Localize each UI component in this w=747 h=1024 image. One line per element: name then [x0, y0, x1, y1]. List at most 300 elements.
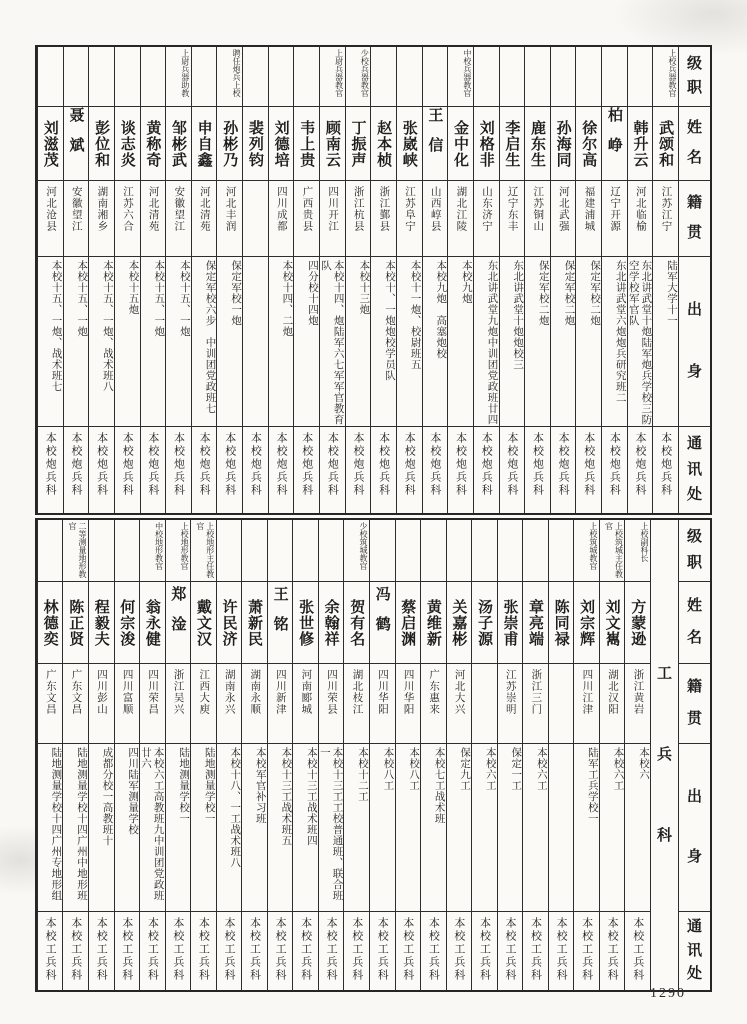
section-label: 工 兵 科 [650, 520, 678, 990]
name-cell: 顾南云 [320, 107, 345, 181]
person-column [267, 520, 293, 990]
native-place-cell: 湖北江陵 [448, 181, 473, 257]
native-place-cell: 安徽望江 [64, 181, 89, 257]
address-cell: 本校工兵科 [555, 917, 568, 982]
address-cell: 本校工兵科 [44, 917, 57, 982]
native-place-cell: 四川新津 [268, 664, 293, 744]
native-place-cell: 浙江三门 [523, 664, 548, 744]
address-cell: 本校炮兵科 [634, 432, 647, 497]
native-place-cell: 江苏江宁 [653, 181, 678, 257]
native-place-cell: 浙江吴兴 [166, 664, 191, 744]
origin-cell: 陆地测量学校一 [166, 744, 191, 912]
name-cell: 张世修 [293, 582, 318, 664]
name-cell: 武颂和 [653, 107, 678, 181]
person-column [575, 47, 601, 513]
origin-cell: 本校十五、一炮、战术班八 [89, 257, 114, 427]
address-cell: 本校炮兵科 [557, 432, 570, 497]
name-cell: 张崇甫 [498, 582, 523, 664]
person-column [548, 520, 574, 990]
rank-cell [628, 47, 653, 107]
person-column [422, 47, 448, 513]
field-label-3: 籍 贯 [679, 181, 710, 257]
address-cell: 本校炮兵科 [480, 432, 493, 497]
origin-cell: 本校九炮 高塞炮校 [423, 257, 448, 427]
address-cell: 本校炮兵科 [95, 432, 108, 497]
person-column [497, 520, 523, 990]
name-cell: 林德奕 [38, 582, 63, 664]
rank-cell: 上校副科长 [625, 520, 650, 582]
field-label-column [678, 520, 710, 990]
native-place-cell: 广东惠来 [421, 664, 446, 744]
name-cell: 陈正贤 [63, 582, 88, 664]
name-cell: 何宗浚 [115, 582, 140, 664]
person-column [37, 47, 63, 513]
person-column [420, 520, 446, 990]
origin-cell: 本校十五炮 [115, 257, 140, 427]
rank-cell [38, 520, 63, 582]
address-cell: 本校炮兵科 [121, 432, 134, 497]
person-column [190, 520, 216, 990]
origin-cell: 本校六工 [523, 744, 548, 912]
person-column [370, 47, 396, 513]
address-cell: 本校炮兵科 [44, 432, 57, 497]
rank-cell [243, 47, 268, 107]
native-place-cell: 广东文昌 [63, 664, 88, 744]
origin-cell: 本校十二工 [344, 744, 369, 912]
person-column [62, 520, 88, 990]
rank-cell [523, 520, 548, 582]
field-label-2: 姓 名 [679, 107, 710, 181]
native-place-cell: 四川彭山 [89, 664, 114, 744]
person-column [624, 520, 650, 990]
origin-cell: 保定军校二炮 [525, 257, 550, 427]
address-cell: 本校炮兵科 [223, 432, 236, 497]
name-cell: 裴列钧 [243, 107, 268, 181]
origin-cell: 本校六 [625, 744, 650, 912]
name-cell: 谈志炎 [115, 107, 140, 181]
field-label-1: 级 职 [679, 47, 710, 107]
origin-cell: 保定军校二炮 [551, 257, 576, 427]
rank-cell [115, 47, 140, 107]
native-place-cell: 江苏铜山 [525, 181, 550, 257]
native-place-cell: 河北大兴 [447, 664, 472, 744]
field-label-5: 通 讯 处 [686, 919, 702, 982]
native-place-cell: 安徽望江 [166, 181, 191, 257]
rank-cell [549, 520, 574, 582]
rank-cell [217, 520, 242, 582]
address-cell: 本校炮兵科 [428, 432, 441, 497]
native-place-cell [549, 664, 574, 744]
native-place-cell: 四川富顺 [115, 664, 140, 744]
native-place-cell: 江苏阜宁 [397, 181, 422, 257]
person-column [447, 47, 473, 513]
native-place-cell: 辽宁东丰 [500, 181, 525, 257]
name-cell: 金中化 [448, 107, 473, 181]
rank-cell [192, 47, 217, 107]
origin-cell: 本校六工 [600, 744, 625, 912]
origin-cell: 陆地测量学校十四广州中地形班 [63, 744, 88, 912]
address-cell: 本校工兵科 [69, 917, 82, 982]
origin-cell: 本校十三工工校普通班、联合班一 [319, 744, 344, 912]
name-cell: 聂斌 [64, 107, 89, 181]
native-place-cell: 浙江鄞县 [371, 181, 396, 257]
person-column [471, 520, 497, 990]
artillery-roster-table [35, 45, 712, 515]
native-place-cell: 湖北枝江 [344, 664, 369, 744]
person-column [165, 520, 191, 990]
rank-cell: 上校地形主任教官 [191, 520, 216, 582]
name-cell: 丁振声 [346, 107, 371, 181]
rank-cell [602, 47, 627, 107]
rank-cell [242, 520, 267, 582]
name-cell: 邹彬武 [166, 107, 191, 181]
person-column [191, 47, 217, 513]
origin-cell: 本校军官补习班 [242, 744, 267, 912]
person-column [140, 47, 166, 513]
rank-cell: 少校兵器教官 [346, 47, 371, 107]
name-cell: 蔡启渊 [396, 582, 421, 664]
person-column [293, 47, 319, 513]
native-place-cell: 河北临榆 [628, 181, 653, 257]
origin-cell: 本校八工 [370, 744, 395, 912]
person-column [114, 47, 140, 513]
field-label-4: 出 身 [679, 257, 710, 427]
native-place-cell: 山西崞县 [423, 181, 448, 257]
native-place-cell: 河北清苑 [141, 181, 166, 257]
name-cell: 余翰祥 [319, 582, 344, 664]
person-column [292, 520, 318, 990]
origin-cell: 保定一工 [498, 744, 523, 912]
name-cell: 萧新民 [242, 582, 267, 664]
rank-cell [472, 520, 497, 582]
rank-cell [576, 47, 601, 107]
native-place-cell: 河北清苑 [192, 181, 217, 257]
person-column [396, 47, 422, 513]
origin-cell: 四川陆军测量学校 [115, 744, 140, 912]
address-cell: 本校炮兵科 [659, 432, 672, 497]
native-place-cell: 湖南湘乡 [89, 181, 114, 257]
name-cell: 徐尔高 [576, 107, 601, 181]
rank-cell [421, 520, 446, 582]
person-column [522, 520, 548, 990]
name-cell: 刘滋茂 [38, 107, 63, 181]
address-cell: 本校工兵科 [478, 917, 491, 982]
native-place-cell: 湖南永顺 [242, 664, 267, 744]
name-cell: 柏峥 [602, 107, 627, 181]
person-column [139, 520, 165, 990]
address-cell: 本校炮兵科 [608, 432, 621, 497]
name-cell: 鹿东生 [525, 107, 550, 181]
name-cell: 彭位和 [89, 107, 114, 181]
person-column [524, 47, 550, 513]
origin-cell: 东北讲武堂九炮中训团党政班廿四 [474, 257, 499, 427]
rank-cell [396, 520, 421, 582]
rank-cell [89, 47, 114, 107]
address-cell: 本校炮兵科 [505, 432, 518, 497]
native-place-cell: 四川江津 [574, 664, 599, 744]
origin-cell: 保定军校六步 中训团党政班七 [192, 257, 217, 427]
field-label-5: 通 讯 处 [686, 436, 702, 503]
name-cell: 韩升云 [628, 107, 653, 181]
rank-cell: 少校筑城教官 [344, 520, 369, 582]
person-column [63, 47, 89, 513]
address-cell: 本校工兵科 [222, 917, 235, 982]
origin-cell: 本校十三工战术班五 [268, 744, 293, 912]
rank-cell [525, 47, 550, 107]
rank-cell [89, 520, 114, 582]
native-place-cell: 山东济宁 [474, 181, 499, 257]
address-cell: 本校工兵科 [606, 917, 619, 982]
rank-cell [498, 520, 523, 582]
person-column [599, 520, 625, 990]
origin-cell: 陆军工兵学校一 [574, 744, 599, 912]
address-cell: 本校工兵科 [274, 917, 287, 982]
person-column [343, 520, 369, 990]
origin-cell: 陆地测量学校十四广州专地形组 [38, 744, 63, 912]
name-cell: 贺有名 [344, 582, 369, 664]
native-place-cell: 浙江杭县 [346, 181, 371, 257]
name-cell: 关嘉彬 [447, 582, 472, 664]
address-cell: 本校工兵科 [631, 917, 644, 982]
name-cell: 孙彬乃 [217, 107, 242, 181]
address-cell: 本校工兵科 [503, 917, 516, 982]
rank-cell [319, 520, 344, 582]
origin-cell: 保定军校一炮 [217, 257, 242, 427]
name-cell: 章亮端 [523, 582, 548, 664]
person-column [395, 520, 421, 990]
native-place-cell [243, 181, 268, 257]
native-place-cell: 江苏六合 [115, 181, 140, 257]
person-column [446, 520, 472, 990]
name-cell: 许民济 [217, 582, 242, 664]
origin-cell: 保定军校二炮 [576, 257, 601, 427]
native-place-cell: 广东文昌 [38, 664, 63, 744]
address-cell: 本校工兵科 [299, 917, 312, 982]
origin-cell: 本校六工高教班九中训团党政班廿六 [140, 744, 165, 912]
origin-cell: 东北讲武堂十炮陆军炮兵学校三防空学校军官队 [628, 257, 653, 427]
address-cell: 本校工兵科 [120, 917, 133, 982]
name-cell: 赵本桢 [371, 107, 396, 181]
origin-cell: 本校十一炮、校尉班五 [397, 257, 422, 427]
native-place-cell: 四川荣县 [319, 664, 344, 744]
person-column [345, 47, 371, 513]
address-cell: 本校工兵科 [95, 917, 108, 982]
person-column [241, 520, 267, 990]
person-column [37, 520, 63, 990]
address-cell: 本校工兵科 [248, 917, 261, 982]
rank-cell [474, 47, 499, 107]
rank-cell: 上校地形教官 [166, 520, 191, 582]
origin-cell: 本校十五、一炮 [141, 257, 166, 427]
address-cell: 本校炮兵科 [300, 432, 313, 497]
person-column [369, 520, 395, 990]
address-cell: 本校炮兵科 [69, 432, 82, 497]
native-place-cell: 四川华阳 [396, 664, 421, 744]
origin-cell: 保定九工 [447, 744, 472, 912]
address-cell: 本校工兵科 [146, 917, 159, 982]
native-place-cell: 四川成都 [269, 181, 294, 257]
rank-cell: 中校地形教官 [140, 520, 165, 582]
address-cell: 本校工兵科 [376, 917, 389, 982]
rank-cell [115, 520, 140, 582]
name-cell: 孙海同 [551, 107, 576, 181]
origin-cell: 本校七工战术班 [421, 744, 446, 912]
name-cell: 刘宗辉 [574, 582, 599, 664]
native-place-cell: 福建浦城 [576, 181, 601, 257]
name-cell: 刘德培 [269, 107, 294, 181]
origin-cell: 本校九炮 [448, 257, 473, 427]
address-cell: 本校炮兵科 [326, 432, 339, 497]
name-cell: 李启生 [500, 107, 525, 181]
rank-cell: 二等测量地形教官 [63, 520, 88, 582]
native-place-cell: 四川荣昌 [140, 664, 165, 744]
origin-cell [549, 744, 574, 912]
rank-cell [141, 47, 166, 107]
origin-cell: 本校十三工战术班四 [293, 744, 318, 912]
origin-cell: 成都分校一高教班十 [89, 744, 114, 912]
address-cell: 本校工兵科 [401, 917, 414, 982]
native-place-cell: 河北武强 [551, 181, 576, 257]
person-column [318, 520, 344, 990]
person-column [114, 520, 140, 990]
native-place-cell: 广西贵县 [294, 181, 319, 257]
rank-cell [397, 47, 422, 107]
person-column [627, 47, 653, 513]
origin-cell: 本校十四、炮陆军六七军军官教育队 [320, 257, 345, 427]
native-place-cell: 四川开江 [320, 181, 345, 257]
person-column [88, 47, 114, 513]
origin-cell: 本校十、一炮炮校学员队 [371, 257, 396, 427]
name-cell: 张崴峡 [397, 107, 422, 181]
origin-cell: 本校十五、一炮 [64, 257, 89, 427]
person-column [88, 520, 114, 990]
origin-cell: 本校六工 [472, 744, 497, 912]
rank-cell: 上尉兵器教官 [320, 47, 345, 107]
person-column [601, 47, 627, 513]
address-cell: 本校炮兵科 [454, 432, 467, 497]
native-place-cell: 辽宁开源 [602, 181, 627, 257]
person-column [550, 47, 576, 513]
field-label-3: 籍 贯 [679, 664, 710, 744]
rank-cell [64, 47, 89, 107]
native-place-cell [472, 664, 497, 744]
engineer-roster-table [35, 518, 712, 992]
rank-cell [269, 47, 294, 107]
field-label-1: 级 职 [679, 520, 710, 582]
name-cell: 程毅夫 [89, 582, 114, 664]
roster-tables [35, 45, 712, 992]
native-place-cell: 浙江黄岩 [625, 664, 650, 744]
name-cell: 陈同禄 [549, 582, 574, 664]
address-cell: 本校炮兵科 [172, 432, 185, 497]
name-cell: 黄称奇 [141, 107, 166, 181]
address-cell: 本校工兵科 [325, 917, 338, 982]
name-cell: 郑淦 [166, 582, 191, 664]
rank-cell: 上尉兵器助教 [166, 47, 191, 107]
person-column [319, 47, 345, 513]
address-cell: 本校炮兵科 [146, 432, 159, 497]
native-place-cell: 江苏崇明 [498, 664, 523, 744]
rank-cell: 上校兵器教官 [653, 47, 678, 107]
origin-cell: 东北讲武堂六炮炮兵研究班二 [602, 257, 627, 427]
origin-cell: 本校十三炮 [346, 257, 371, 427]
rank-cell [38, 47, 63, 107]
native-place-cell: 河北丰润 [217, 181, 242, 257]
rank-cell [447, 520, 472, 582]
person-column [499, 47, 525, 513]
origin-cell: 本校十四、二炮 [269, 257, 294, 427]
name-cell: 刘文嶲 [600, 582, 625, 664]
name-cell: 韦上贵 [294, 107, 319, 181]
origin-cell: 本校十五、一炮 [166, 257, 191, 427]
origin-cell: 四分校十四炮 [294, 257, 319, 427]
origin-cell: 东北讲武堂十炮炮校三 [500, 257, 525, 427]
name-cell: 王信 [423, 107, 448, 181]
rank-cell [371, 47, 396, 107]
name-cell: 方蒙逊 [625, 582, 650, 664]
address-cell: 本校炮兵科 [403, 432, 416, 497]
address-cell: 本校工兵科 [452, 917, 465, 982]
address-cell: 本校炮兵科 [351, 432, 364, 497]
person-column [165, 47, 191, 513]
field-label-column [678, 47, 710, 513]
address-cell: 本校炮兵科 [377, 432, 390, 497]
origin-cell: 陆地测量学校一 [191, 744, 216, 912]
name-cell: 戴文汉 [191, 582, 216, 664]
address-cell: 本校炮兵科 [531, 432, 544, 497]
origin-cell: 本校八工 [396, 744, 421, 912]
native-place-cell: 河北沧县 [38, 181, 63, 257]
address-cell: 本校工兵科 [427, 917, 440, 982]
address-cell: 本校炮兵科 [198, 432, 211, 497]
address-cell: 本校工兵科 [197, 917, 210, 982]
native-place-cell: 河南郾城 [293, 664, 318, 744]
name-cell: 翁永健 [140, 582, 165, 664]
address-cell: 本校工兵科 [529, 917, 542, 982]
person-column [473, 47, 499, 513]
person-column [216, 47, 242, 513]
rank-cell [423, 47, 448, 107]
address-cell: 本校工兵科 [171, 917, 184, 982]
rank-cell [551, 47, 576, 107]
person-column [573, 520, 599, 990]
rank-cell: 中校兵器教官 [448, 47, 473, 107]
rank-cell [370, 520, 395, 582]
name-cell: 冯鹤 [370, 582, 395, 664]
person-column [652, 47, 678, 513]
person-column [242, 47, 268, 513]
rank-cell [500, 47, 525, 107]
field-label-2: 姓 名 [679, 582, 710, 664]
rank-cell [293, 520, 318, 582]
field-label-4: 出 身 [679, 744, 710, 912]
page-number: 1290 [650, 986, 686, 1001]
rank-cell: 上校筑城主任教官 [600, 520, 625, 582]
native-place-cell: 四川华阳 [370, 664, 395, 744]
origin-cell: 本校十八、一工战术班八 [217, 744, 242, 912]
native-place-cell: 江西大庾 [191, 664, 216, 744]
rank-cell [268, 520, 293, 582]
native-place-cell: 湖南永兴 [217, 664, 242, 744]
origin-cell: 本校十五、一炮、战术班七 [38, 257, 63, 427]
rank-cell: 聘任炮兵上校 [217, 47, 242, 107]
name-cell: 申自鑫 [192, 107, 217, 181]
name-cell: 王铭 [268, 582, 293, 664]
native-place-cell: 湖北汉阳 [600, 664, 625, 744]
address-cell: 本校工兵科 [350, 917, 363, 982]
origin-cell [243, 257, 268, 427]
rank-cell [294, 47, 319, 107]
